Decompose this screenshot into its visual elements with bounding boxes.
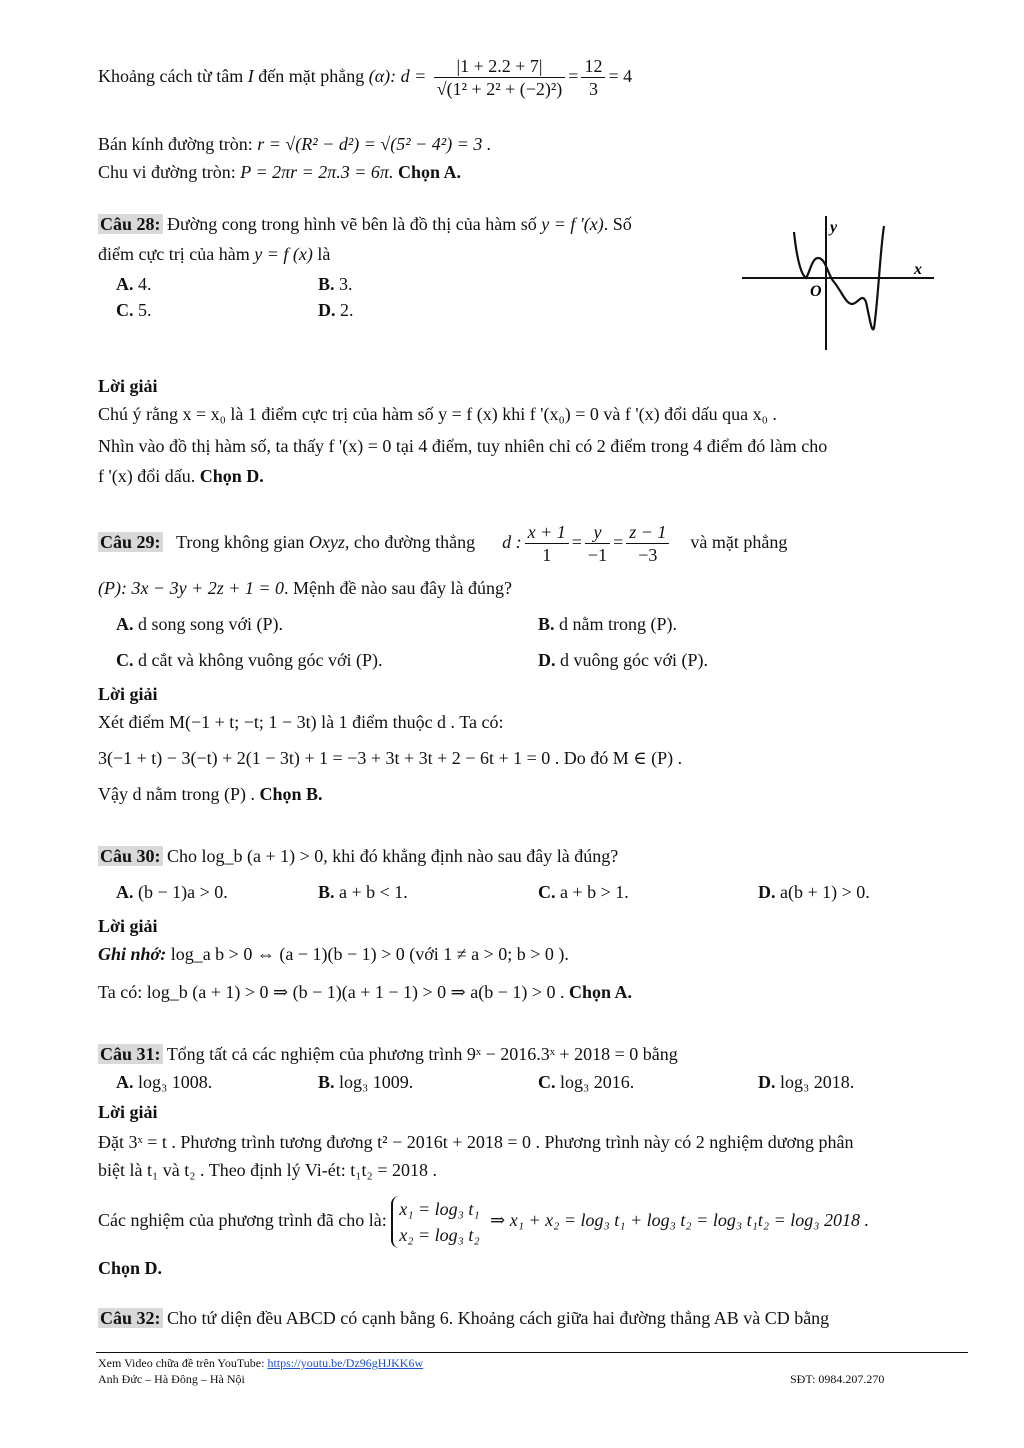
footer-author: Anh Đức – Hà Đông – Hà Nội bbox=[98, 1372, 245, 1386]
q29-option-a[interactable]: A. d song song với (P). bbox=[116, 614, 284, 634]
q31-option-a[interactable]: A. log₃ 1008. bbox=[116, 1072, 213, 1092]
distance-value-fraction: $\frac{12}{3}$ bbox=[581, 55, 605, 100]
q28-solution-title: Lời giải bbox=[98, 376, 158, 396]
q31-option-c[interactable]: C. log₃ 2016. bbox=[538, 1072, 635, 1092]
footer-rule bbox=[96, 1352, 968, 1353]
q31-choose: Chọn D. bbox=[98, 1258, 163, 1278]
distance-fraction: $\frac{|1 + 2.2 + 7|}{\text{√(1² + 2² + (−2)²)}}$ bbox=[434, 55, 566, 100]
equation-system: x₁ = log₃ t₁ x₂ = log₃ t₂ bbox=[391, 1196, 485, 1248]
q29-label: Câu 29: bbox=[100, 532, 161, 552]
q29-option-c[interactable]: C. d cắt và không vuông góc với (P). bbox=[116, 650, 383, 670]
q32-label: Câu 32: bbox=[100, 1308, 161, 1328]
q28-solution-line2: Nhìn vào đồ thị hàm số, ta thấy f '(x) = 0 tại 4 điểm, tuy nhiên chỉ có 2 điểm trong 4 điểm đó làm cho bbox=[98, 436, 828, 456]
q31-stem: Câu 31: Tổng tất cả các nghiệm của phương trình 9ˣ − 2016.3ˣ + 2018 = 0 bằng bbox=[100, 1044, 678, 1064]
q30-option-b[interactable]: B. a + b < 1. bbox=[318, 882, 408, 902]
footer-phone: SĐT: 0984.207.270 bbox=[790, 1372, 885, 1386]
q30-option-d[interactable]: D. a(b + 1) > 0. bbox=[758, 882, 870, 902]
q28-option-c[interactable]: C. 5. bbox=[116, 300, 152, 320]
q30-option-a[interactable]: A. (b − 1)a > 0. bbox=[116, 882, 228, 902]
q30-solution: Ta có: log_b (a + 1) > 0 ⇒ (b − 1)(a + 1 − 1) > 0 ⇒ a(b − 1) > 0 . Chọn A. bbox=[98, 982, 633, 1002]
footer-video: Xem Video chữa đề trên YouTube: https://youtu.be/Dz96gHJKK6w bbox=[98, 1356, 424, 1370]
q32-stem: Câu 32: Cho tứ diện đều ABCD có cạnh bằng 6. Khoảng cách giữa hai đường thẳng AB và CD bằng bbox=[100, 1308, 830, 1328]
q30-option-c[interactable]: C. a + b > 1. bbox=[538, 882, 629, 902]
q30-stem: Câu 30: Cho log_b (a + 1) > 0, khi đó khẳng định nào sau đây là đúng? bbox=[100, 846, 619, 866]
q31-solution-line3: Các nghiệm của phương trình đã cho là: x₁ = log₃ t₁ x₂ = log₃ t₂ ⇒ x₁ + x₂ = log₃ t₁ + log₃ t₂ = log₃ t₁t₂ = log₃ 2018 . bbox=[98, 1192, 869, 1248]
q29-option-b[interactable]: B. d nằm trong (P). bbox=[538, 614, 677, 634]
q28-stem-line1: Câu 28: Đường cong trong hình vẽ bên là đồ thị của hàm số y = f '(x). Số bbox=[100, 214, 632, 234]
q31-label: Câu 31: bbox=[100, 1044, 161, 1064]
q28-solution-line3: f '(x) đổi dấu. Chọn D. bbox=[98, 466, 264, 486]
q29-option-d[interactable]: D. d vuông góc với (P). bbox=[538, 650, 709, 670]
q30-note: Ghi nhớ: log_a b > 0 ⇔ (a − 1)(b − 1) > 0 (với 1 ≠ a > 0; b > 0 ). bbox=[98, 944, 569, 964]
q28-stem-line2: điểm cực trị của hàm y = f (x) là bbox=[98, 244, 331, 264]
q31-option-d[interactable]: D. log₃ 2018. bbox=[758, 1072, 855, 1092]
q28-option-b[interactable]: B. 3. bbox=[318, 274, 353, 294]
q28-label: Câu 28: bbox=[100, 214, 161, 234]
q29-solution-line2: 3(−1 + t) − 3(−t) + 2(1 − 3t) + 1 = −3 + 3t + 3t + 2 − 6t + 1 = 0 . Do đó M ∈ (P) . bbox=[98, 748, 683, 768]
q28-option-d[interactable]: D. 2. bbox=[318, 300, 354, 320]
y-label: y bbox=[830, 219, 838, 236]
q29-solution-title: Lời giải bbox=[98, 684, 158, 704]
q31-solution-title: Lời giải bbox=[98, 1102, 158, 1122]
q31-option-b[interactable]: B. log₃ 1009. bbox=[318, 1072, 414, 1092]
q29-stem-line2: (P): 3x − 3y + 2z + 1 = 0. Mệnh đề nào sau đây là đúng? bbox=[98, 578, 512, 598]
q28-solution-line1: Chú ý rằng x = x₀ là 1 điểm cực trị của hàm số y = f (x) khi f '(x₀) = 0 và f '(x) đổi dấu qua x₀ . bbox=[98, 404, 777, 424]
q31-solution-line1: Đặt 3ˣ = t . Phương trình tương đương t² − 2016t + 2018 = 0 . Phương trình này có 2 nghiệm dương phân bbox=[98, 1132, 854, 1152]
q30-label: Câu 30: bbox=[100, 846, 161, 866]
q29-solution-line3: Vậy d nằm trong (P) . Chọn B. bbox=[98, 784, 323, 804]
q29-solution-line1: Xét điểm M(−1 + t; −t; 1 − 3t) là 1 điểm thuộc d . Ta có: bbox=[98, 712, 504, 732]
q27-radius-line: Bán kính đường tròn: r = √(R² − d²) = √(5² − 4²) = 3 . bbox=[98, 134, 492, 154]
derivative-graph bbox=[738, 212, 938, 354]
origin-label: O bbox=[810, 283, 822, 300]
x-label: x bbox=[914, 261, 922, 278]
q29-stem-line1: Câu 29: Trong không gian Oxyz, cho đường thẳng d : $\frac{x + 1}{1}$ = $\frac{y}{-1}$ = $\frac{z - 1}{-3}$ và mặt phẳng bbox=[100, 522, 788, 566]
q28-option-a[interactable]: A. 4. bbox=[116, 274, 152, 294]
q27-perimeter-line: Chu vi đường tròn: P = 2πr = 2π.3 = 6π. Chọn A. bbox=[98, 162, 461, 182]
youtube-link[interactable]: https://youtu.be/Dz96gHJKK6w bbox=[267, 1356, 424, 1370]
q30-solution-title: Lời giải bbox=[98, 916, 158, 936]
q31-solution-line2: biệt là t₁ và t₂ . Theo định lý Vi-ét: t₁t₂ = 2018 . bbox=[98, 1160, 437, 1180]
q27-distance-line: Khoảng cách từ tâm I đến mặt phẳng (α): d = $\frac{|1 + 2.2 + 7|}{\text{√(1² + 2² + (−2)²)}}$ = $\frac{12}{3}$ = 4 bbox=[98, 56, 633, 100]
